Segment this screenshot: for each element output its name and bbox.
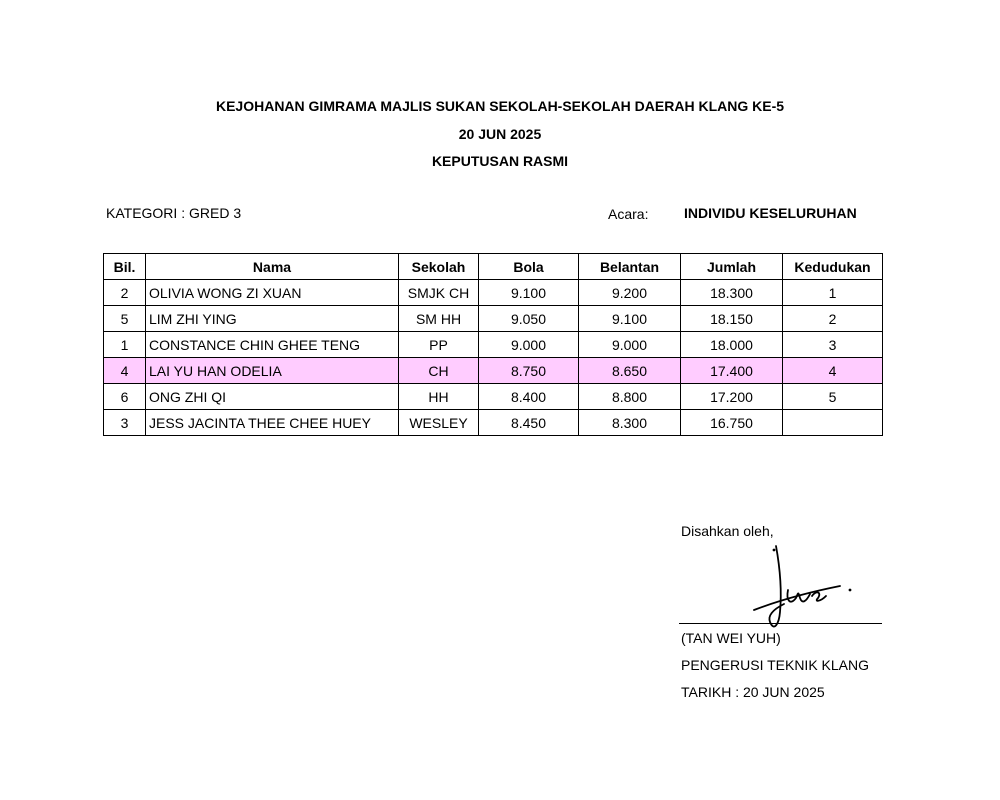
header-belantan: Belantan <box>579 254 681 280</box>
event-value: INDIVIDU KESELURUHAN <box>684 205 857 221</box>
cell-bil: 6 <box>104 384 146 410</box>
signatory-name: (TAN WEI YUH) <box>681 630 781 646</box>
table-header-row <box>104 254 883 280</box>
cell-bil: 3 <box>104 410 146 436</box>
cell-jumlah: 18.000 <box>681 332 783 358</box>
cell-belantan: 9.000 <box>579 332 681 358</box>
cell-bil: 5 <box>104 306 146 332</box>
event-title: KEJOHANAN GIMRAMA MAJLIS SUKAN SEKOLAH-SEKOLAH DAERAH KLANG KE-5 <box>215 98 785 114</box>
cell-jumlah: 17.200 <box>681 384 783 410</box>
cell-nama: LAI YU HAN ODELIA <box>146 358 399 384</box>
cell-jumlah: 16.750 <box>681 410 783 436</box>
cell-bola: 9.050 <box>479 306 579 332</box>
signatory-position: PENGERUSI TEKNIK KLANG <box>681 657 870 673</box>
cell-bola: 8.750 <box>479 358 579 384</box>
cell-bola: 9.000 <box>479 332 579 358</box>
cell-belantan: 8.800 <box>579 384 681 410</box>
header-kedudukan: Kedudukan <box>783 254 883 280</box>
results-table <box>103 253 883 436</box>
cell-nama: JESS JACINTA THEE CHEE HUEY <box>146 410 399 436</box>
header-bil: Bil. <box>104 254 146 280</box>
cell-nama: ONG ZHI QI <box>146 384 399 410</box>
header-jumlah: Jumlah <box>681 254 783 280</box>
cell-sekolah: WESLEY <box>399 410 479 436</box>
cell-jumlah: 18.150 <box>681 306 783 332</box>
cell-nama: LIM ZHI YING <box>146 306 399 332</box>
table-row <box>104 384 883 410</box>
cell-bola: 8.450 <box>479 410 579 436</box>
cell-bola: 8.400 <box>479 384 579 410</box>
verified-by-label: Disahkan oleh, <box>681 523 774 539</box>
event-label: Acara: <box>608 206 649 222</box>
cell-sekolah: CH <box>399 358 479 384</box>
cell-nama: OLIVIA WONG ZI XUAN <box>146 280 399 306</box>
table-row-highlighted <box>104 358 883 384</box>
header-bola: Bola <box>479 254 579 280</box>
cell-kedudukan: 1 <box>783 280 883 306</box>
table-row <box>104 332 883 358</box>
header-nama: Nama <box>146 254 399 280</box>
cell-kedudukan: 4 <box>783 358 883 384</box>
cell-bola: 9.100 <box>479 280 579 306</box>
cell-sekolah: HH <box>399 384 479 410</box>
sign-date: TARIKH : 20 JUN 2025 <box>681 684 825 700</box>
table-row <box>104 410 883 436</box>
cell-bil: 1 <box>104 332 146 358</box>
cell-kedudukan: 3 <box>783 332 883 358</box>
cell-jumlah: 17.400 <box>681 358 783 384</box>
cell-belantan: 9.200 <box>579 280 681 306</box>
cell-bil: 4 <box>104 358 146 384</box>
cell-belantan: 8.300 <box>579 410 681 436</box>
cell-sekolah: PP <box>399 332 479 358</box>
event-date: 20 JUN 2025 <box>458 126 542 142</box>
cell-jumlah: 18.300 <box>681 280 783 306</box>
cell-kedudukan: 5 <box>783 384 883 410</box>
cell-belantan: 9.100 <box>579 306 681 332</box>
cell-kedudukan <box>783 410 883 436</box>
cell-sekolah: SMJK CH <box>399 280 479 306</box>
header-sekolah: Sekolah <box>399 254 479 280</box>
results-subtitle: KEPUTUSAN RASMI <box>431 153 569 169</box>
category-label: KATEGORI : GRED 3 <box>106 205 242 221</box>
cell-bil: 2 <box>104 280 146 306</box>
cell-kedudukan: 2 <box>783 306 883 332</box>
cell-belantan: 8.650 <box>579 358 681 384</box>
table-row <box>104 280 883 306</box>
cell-nama: CONSTANCE CHIN GHEE TENG <box>146 332 399 358</box>
cell-sekolah: SM HH <box>399 306 479 332</box>
table-row <box>104 306 883 332</box>
signature-line <box>679 623 882 624</box>
